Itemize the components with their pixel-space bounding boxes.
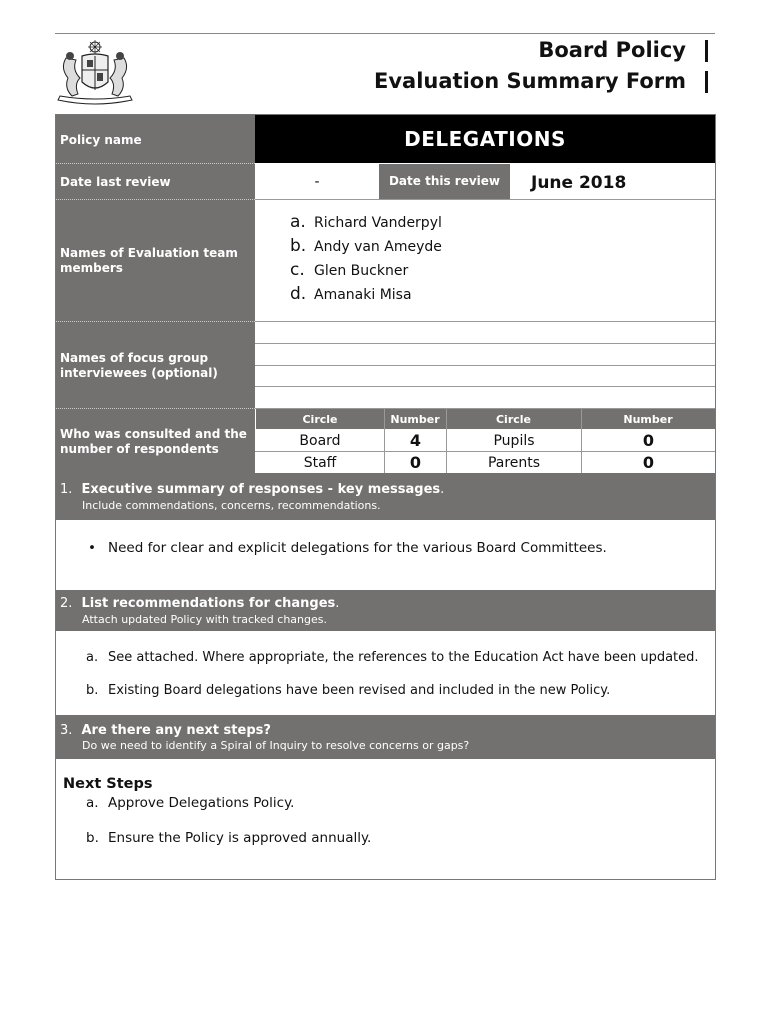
policy-name-label: Policy name bbox=[60, 133, 142, 147]
section-3-header bbox=[56, 715, 715, 759]
next-steps-item[interactable]: b. Ensure the Policy is approved annually. bbox=[86, 830, 372, 846]
policy-name-field[interactable] bbox=[255, 115, 715, 163]
label-divider bbox=[56, 321, 255, 322]
row-divider bbox=[255, 199, 715, 200]
consult-circle-cell: Board bbox=[299, 432, 341, 449]
section-2-list-item[interactable]: b. Existing Board delegations have been revised and included in the new Policy. bbox=[86, 683, 611, 698]
consult-number-cell[interactable]: 0 bbox=[409, 453, 422, 472]
top-rule bbox=[55, 33, 715, 34]
date-this-review-label: Date this review bbox=[379, 164, 510, 199]
focus-group-line[interactable] bbox=[256, 344, 715, 365]
title-bar-1 bbox=[705, 40, 708, 62]
consult-number-cell[interactable]: 0 bbox=[642, 453, 655, 472]
policy-name-value: DELEGATIONS bbox=[404, 127, 566, 151]
consult-header-circle: Circle bbox=[495, 412, 532, 426]
section-1-title: 1. Executive summary of responses - key messages. bbox=[60, 482, 445, 497]
focus-group-label: Names of focus group interviewees (optional) bbox=[60, 351, 218, 380]
consult-header-number: Number bbox=[623, 412, 673, 426]
form-title-line1: Board Policy bbox=[538, 38, 686, 62]
date-this-review-value[interactable]: June 2018 bbox=[531, 173, 627, 193]
section-1-subtitle: Include commendations, concerns, recommendations. bbox=[82, 499, 381, 512]
date-last-review-value: - bbox=[314, 173, 320, 190]
team-member-item: d. Amanaki Misa bbox=[290, 284, 412, 304]
team-member-item: b. Andy van Ameyde bbox=[290, 236, 442, 256]
focus-group-line[interactable] bbox=[256, 366, 715, 386]
section-3-title: 3. Are there any next steps? bbox=[60, 723, 271, 738]
date-last-review-field[interactable] bbox=[256, 164, 378, 199]
consult-header-circle: Circle bbox=[302, 412, 338, 426]
section-2-subtitle: Attach updated Policy with tracked changes. bbox=[82, 613, 327, 626]
label-column bbox=[56, 115, 255, 473]
consult-header-number: Number bbox=[390, 412, 440, 426]
section-1-header bbox=[56, 473, 715, 520]
label-divider bbox=[56, 163, 255, 164]
next-steps-heading: Next Steps bbox=[63, 776, 153, 792]
section-3-subtitle: Do we need to identify a Spiral of Inquiry to resolve concerns or gaps? bbox=[82, 739, 470, 752]
school-crest-logo bbox=[54, 38, 136, 108]
team-member-item: c. Glen Buckner bbox=[290, 260, 409, 280]
next-steps-item[interactable]: a. Approve Delegations Policy. bbox=[86, 795, 295, 811]
consult-circle-cell: Parents bbox=[487, 454, 541, 471]
section-2-title: 2. List recommendations for changes. bbox=[60, 596, 340, 611]
focus-group-line[interactable] bbox=[256, 387, 715, 408]
date-last-review-label: Date last review bbox=[60, 175, 171, 189]
consult-circle-cell: Pupils bbox=[493, 432, 535, 449]
team-label: Names of Evaluation team members bbox=[60, 246, 238, 275]
consult-number-cell[interactable]: 4 bbox=[409, 431, 422, 450]
form-title-line2: Evaluation Summary Form bbox=[374, 69, 686, 93]
section-2-list-item[interactable]: a. See attached. Where appropriate, the references to the Education Act have been updated. bbox=[86, 650, 699, 665]
section-1-bullet-item[interactable]: • Need for clear and explicit delegations for the various Board Committees. bbox=[88, 540, 607, 556]
team-member-item: a. Richard Vanderpyl bbox=[290, 212, 442, 232]
consult-circle-cell: Staff bbox=[303, 454, 337, 471]
consult-number-cell[interactable]: 0 bbox=[642, 431, 655, 450]
title-bar-2 bbox=[705, 71, 708, 93]
focus-group-line[interactable] bbox=[256, 322, 715, 343]
section-2-header bbox=[56, 590, 715, 631]
label-divider bbox=[56, 199, 255, 200]
label-divider bbox=[56, 408, 255, 409]
consulted-label: Who was consulted and the number of respondents bbox=[60, 427, 247, 456]
